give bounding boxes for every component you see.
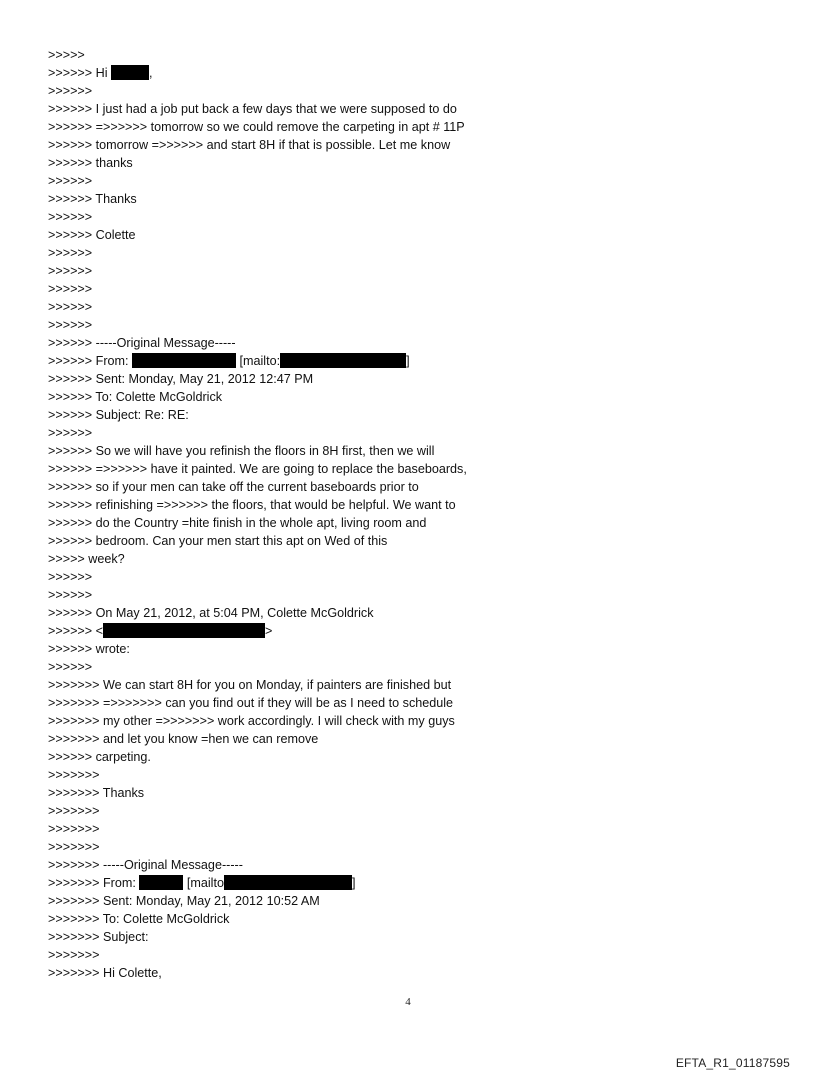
redaction-block xyxy=(111,65,149,80)
email-line xyxy=(48,514,768,532)
email-line xyxy=(48,118,768,136)
email-line-text: >>>>>> So we will have you refinish the floors in 8H first, then we will xyxy=(48,444,435,458)
email-thread-body xyxy=(48,46,768,982)
email-line-text: >>>>>> Subject: Re: RE: xyxy=(48,408,189,422)
email-line-text: ] xyxy=(351,876,356,890)
redaction-block xyxy=(132,353,236,368)
email-line xyxy=(48,640,768,658)
email-line-text: >>>>>> xyxy=(48,300,93,314)
email-line xyxy=(48,586,768,604)
email-line-text: [mailto xyxy=(183,876,224,890)
email-line xyxy=(48,226,768,244)
email-line-text: >>>>>> xyxy=(48,264,93,278)
email-line-text: >>>>>> xyxy=(48,570,93,584)
email-line xyxy=(48,262,768,280)
email-line-text: >>>>>> wrote: xyxy=(48,642,130,656)
email-line-text: >>>>>>> Sent: Monday, May 21, 2012 10:52 AM xyxy=(48,894,320,908)
email-line-text: >>>>>>> xyxy=(48,948,100,962)
email-line-text: >>>>>> thanks xyxy=(48,156,133,170)
email-line-text: >>>>>>> Hi Colette, xyxy=(48,966,162,980)
email-line xyxy=(48,280,768,298)
email-line xyxy=(48,316,768,334)
redaction-block xyxy=(139,875,183,890)
email-line xyxy=(48,478,768,496)
email-line-text: >>>>>>> xyxy=(48,840,100,854)
email-line-text: >>>>>> =>>>>>> have it painted. We are going to replace the baseboards, xyxy=(48,462,467,476)
email-line xyxy=(48,802,768,820)
email-line xyxy=(48,892,768,910)
email-line xyxy=(48,298,768,316)
email-line-text: >>>>>> do the Country =hite finish in the whole apt, living room and xyxy=(48,516,427,530)
email-line xyxy=(48,658,768,676)
page-number: 4 xyxy=(405,996,411,1008)
email-line-text: >>>>>> carpeting. xyxy=(48,750,151,764)
email-line-text: >>>>>> =>>>>>> tomorrow so we could remove the carpeting in apt # 11P xyxy=(48,120,465,134)
email-line xyxy=(48,442,768,460)
email-line-text: >>>>>> xyxy=(48,660,93,674)
email-line-text: >>>>>> tomorrow =>>>>>> and start 8H if that is possible. Let me know xyxy=(48,138,451,152)
email-line-text: >>>>>>> -----Original Message----- xyxy=(48,858,243,872)
email-line xyxy=(48,964,768,982)
email-line xyxy=(48,532,768,550)
email-line xyxy=(48,748,768,766)
email-line xyxy=(48,820,768,838)
email-line-text: >>>>>> Sent: Monday, May 21, 2012 12:47 PM xyxy=(48,372,314,386)
email-line xyxy=(48,190,768,208)
email-line-text: >>>>>>> To: Colette McGoldrick xyxy=(48,912,230,926)
email-line xyxy=(48,568,768,586)
email-line-text: >>>>>> xyxy=(48,84,93,98)
email-line xyxy=(48,82,768,100)
email-line-text: >>>>>>> xyxy=(48,768,100,782)
email-line xyxy=(48,856,768,874)
email-line-text: >>>>>> refinishing =>>>>>> the floors, that would be helpful. We want to xyxy=(48,498,456,512)
email-line-text: >>>>>>> my other =>>>>>>> work accordingly. I will check with my guys xyxy=(48,714,455,728)
email-line-text: , xyxy=(149,66,153,80)
email-line xyxy=(48,100,768,118)
email-line-text: >>>>>> To: Colette McGoldrick xyxy=(48,390,223,404)
email-line-text: >>>>>> xyxy=(48,210,93,224)
email-line-text: > xyxy=(264,624,273,638)
email-line xyxy=(48,838,768,856)
email-line-text: >>>>>> Thanks xyxy=(48,192,137,206)
email-line-text: >>>>>> From: xyxy=(48,354,133,368)
email-line-text: >>>>>> xyxy=(48,282,93,296)
email-line xyxy=(48,676,768,694)
email-line-text: >>>>>> bedroom. Can your men start this apt on Wed of this xyxy=(48,534,388,548)
email-line-text: >>>>>>> xyxy=(48,804,100,818)
email-line-text: >>>>>>> Thanks xyxy=(48,786,145,800)
email-line-text: >>>>>>> xyxy=(48,822,100,836)
email-line xyxy=(48,496,768,514)
email-line xyxy=(48,136,768,154)
email-line xyxy=(48,604,768,622)
email-line xyxy=(48,64,768,82)
email-line xyxy=(48,784,768,802)
email-line-text: >>>>>> xyxy=(48,174,93,188)
email-line-text: ] xyxy=(406,354,410,368)
email-line xyxy=(48,154,768,172)
email-line xyxy=(48,730,768,748)
email-line xyxy=(48,946,768,964)
email-line xyxy=(48,694,768,712)
email-line xyxy=(48,460,768,478)
email-line-text: [mailto: xyxy=(236,354,281,368)
email-line xyxy=(48,712,768,730)
email-line xyxy=(48,370,768,388)
email-line-text: >>>>>> On May 21, 2012, at 5:04 PM, Colette McGoldrick xyxy=(48,606,374,620)
email-line-text: >>>>>>> and let you know =hen we can remove xyxy=(48,732,319,746)
email-line xyxy=(48,424,768,442)
email-line xyxy=(48,334,768,352)
email-line xyxy=(48,208,768,226)
email-line-text: >>>>>> xyxy=(48,246,93,260)
email-line-text: >>>>>>> Subject: xyxy=(48,930,149,944)
email-line xyxy=(48,550,768,568)
email-line xyxy=(48,46,768,64)
email-line-text: >>>>>> so if your men can take off the current baseboards prior to xyxy=(48,480,419,494)
email-line xyxy=(48,172,768,190)
email-line xyxy=(48,406,768,424)
email-line-text: >>>>>> I just had a job put back a few days that we were supposed to do xyxy=(48,102,457,116)
email-line-text: >>>>>> -----Original Message----- xyxy=(48,336,236,350)
email-line-text: >>>>>> Colette xyxy=(48,228,136,242)
email-line-text: >>>>>>> =>>>>>>> can you find out if they will be as I need to schedule xyxy=(48,696,454,710)
redaction-block xyxy=(280,353,406,368)
document-id: EFTA_R1_01187595 xyxy=(675,1056,790,1070)
email-line-text: >>>>>> Hi xyxy=(48,66,112,80)
email-line-text: >>>>> week? xyxy=(48,552,125,566)
email-line xyxy=(48,910,768,928)
email-line xyxy=(48,874,768,892)
email-line-text: >>>>>>> We can start 8H for you on Monday, if painters are finished but xyxy=(48,678,452,692)
email-line-text: >>>>>> xyxy=(48,426,93,440)
email-line xyxy=(48,766,768,784)
email-line-text: >>>>>> < xyxy=(48,624,103,638)
email-line-text: >>>>>> xyxy=(48,318,93,332)
email-line-text: >>>>>> xyxy=(48,588,93,602)
email-line xyxy=(48,352,768,370)
email-line xyxy=(48,928,768,946)
email-line xyxy=(48,244,768,262)
redaction-block xyxy=(103,623,265,638)
email-line-text: >>>>>>> From: xyxy=(48,876,140,890)
redaction-block xyxy=(224,875,352,890)
email-line xyxy=(48,388,768,406)
email-line xyxy=(48,622,768,640)
email-line-text: >>>>> xyxy=(48,48,85,62)
